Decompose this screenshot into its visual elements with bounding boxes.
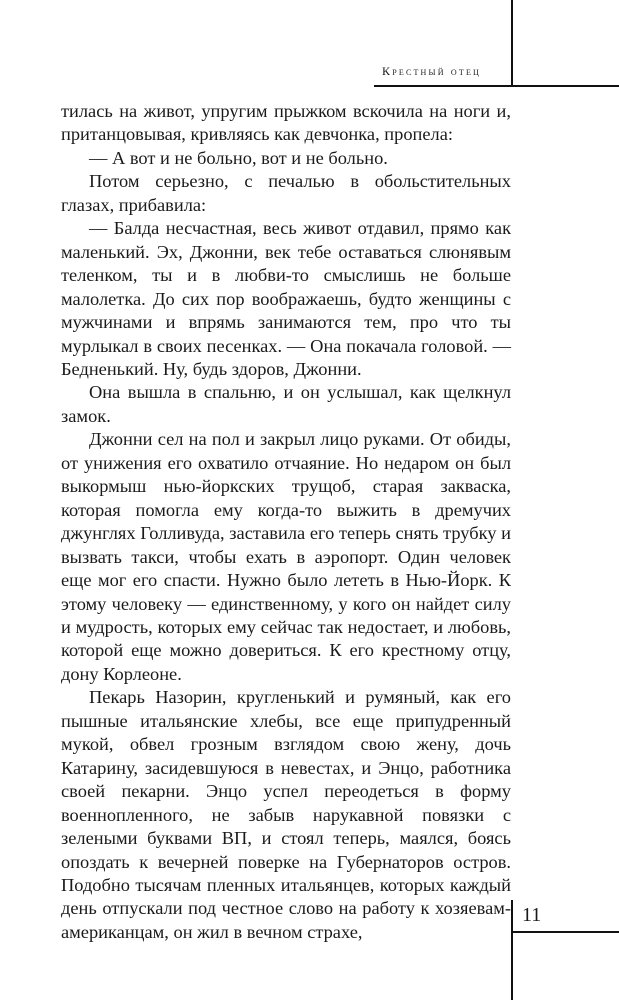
paragraph: Пекарь Назорин, кругленький и румяный, как его пышные итальянские хлебы, все еще припудренный мукой, обвел грозным взглядом свою жену, дочь Катарину, засидевшуюся в невестах, и Энцо, работника своей пекарни. Энцо успел переодеться в форму военнопленного, не забыв нарукавной повязки с зелеными буквами ВП, и стоял теперь, маялся, боясь опоздать к вечерней поверке на Губернаторов остров. Подобно тысячам пленных итальянцев, которых каждый день отпускали под честное слово на работу к хозяевам-американцам, он жил в вечном страхе, [61,687,511,942]
paragraph: тилась на живот, упругим прыжком вскочила на ноги и, пританцовывая, кривляясь как девчонка, пропела: [61,101,511,145]
page-number: 11 [522,904,542,926]
paragraph: Она вышла в спальню, и он услышал, как щелкнул замок. [61,382,511,426]
footer-rule [511,931,619,933]
bottom-vertical-rule [511,900,513,1000]
paragraph: — А вот и не больно, вот и не больно. [89,147,388,168]
top-vertical-rule [511,0,513,86]
body-text [61,100,511,944]
paragraph: — Балда несчастная, весь живот отдавил, прямо как маленький. Эх, Джонни, век тебе оставаться слюнявым теленком, ты и в любви-то смыслишь не больше малолетка. До сих пор воображаешь, будто женщины с мужчинами и впрямь занимаются тем, про что ты мурлыкал в своих песенках. — Она покачала головой. — Бедненький. Ну, будь здоров, Джонни. [61,218,511,379]
paragraph: Джонни сел на пол и закрыл лицо руками. От обиды, от унижения его охватило отчаяние. Но недаром он был выкормыш нью-йоркских трущоб, старая закваска, которая помогла ему когда-то выжить в дремучих джунглях Голливуда, заставила его теперь снять трубку и вызвать такси, чтобы ехать в аэропорт. Один человек еще мог его спасти. Нужно было лететь в Нью-Йорк. К этому человеку — единственному, у кого он найдет силу и мудрость, которых ему сейчас так недостает, и любовь, которой еще можно довериться. К его крестному отцу, дону Корлеоне. [61,429,511,684]
header-rule [374,85,619,87]
running-title: Крестный отец [382,64,482,78]
paragraph: Потом серьезно, с печалью в обольстительных глазах, прибавила: [61,171,511,215]
